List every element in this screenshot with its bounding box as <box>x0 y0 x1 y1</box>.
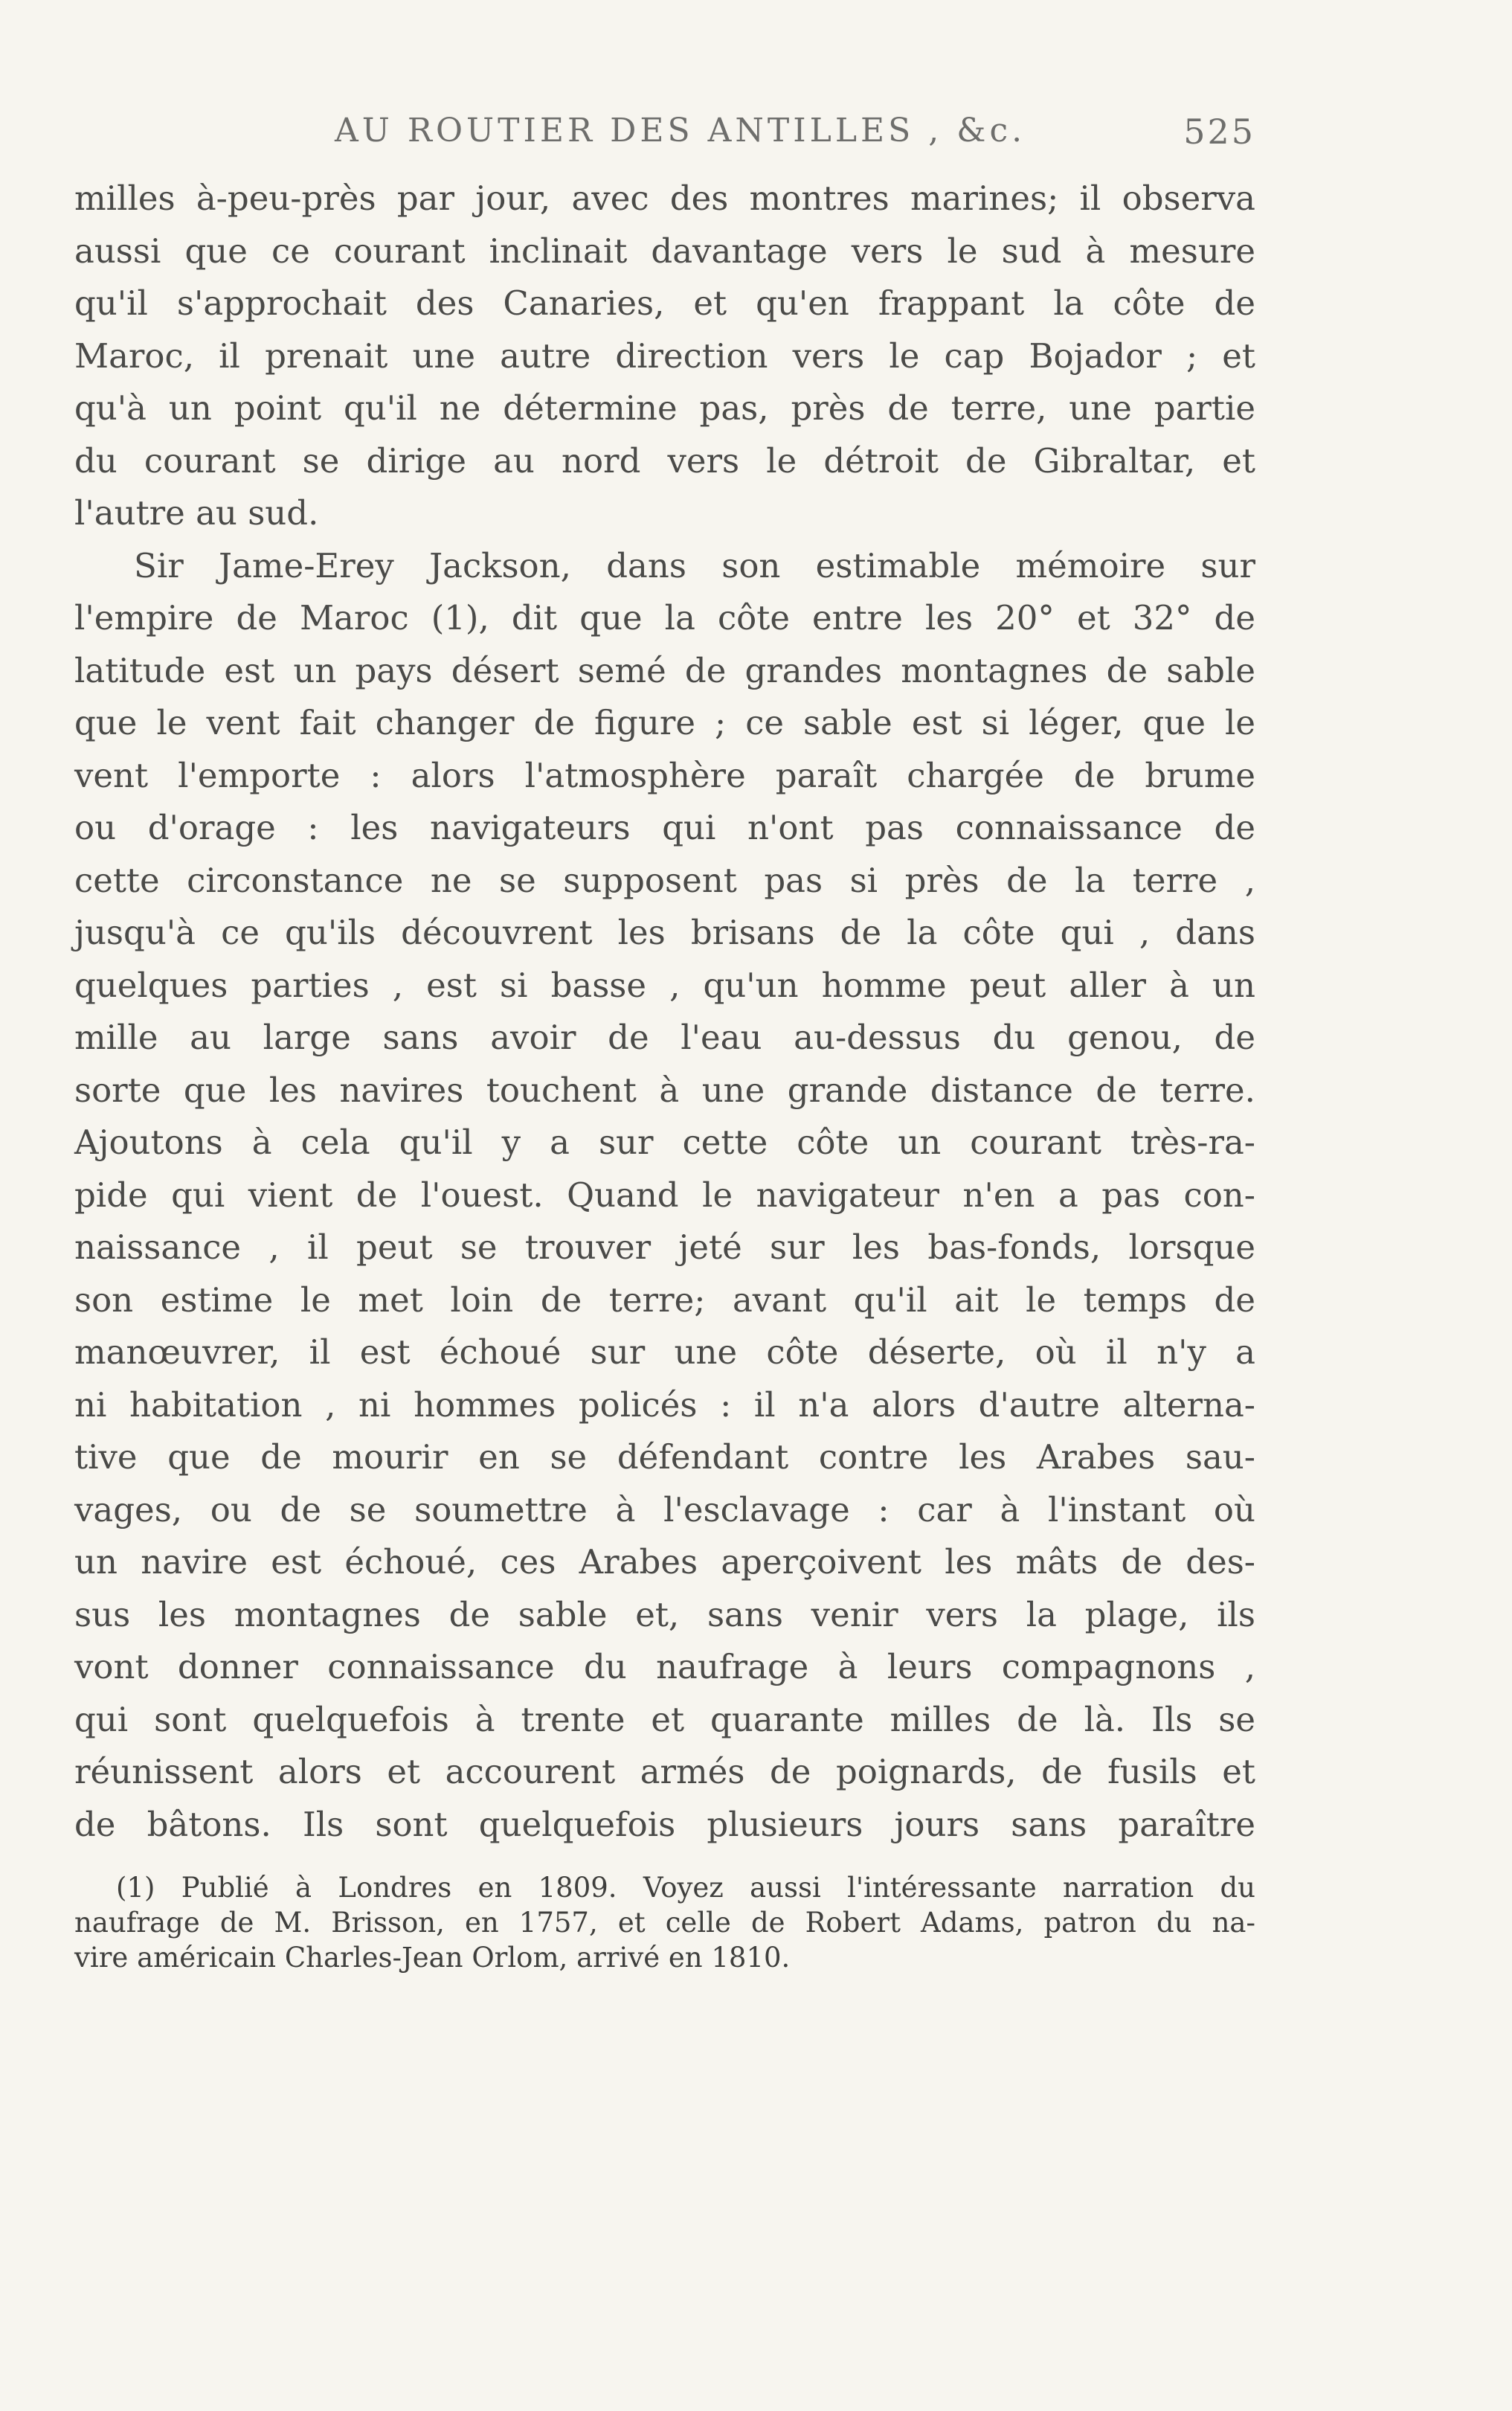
running-title: AU ROUTIER DES ANTILLES , &c. <box>335 112 1026 150</box>
text-line: un navire est échoué, ces Arabes aperçoivent les mâts de des- <box>74 1542 1255 1582</box>
footnote-line: naufrage de M. Brisson, en 1757, et celle de Robert Adams, patron du na- <box>74 1907 1255 1939</box>
text-line: vont donner connaissance du naufrage à leurs compagnons , <box>74 1647 1255 1686</box>
text-line: pide qui vient de l'ouest. Quand le navigateur n'en a pas con- <box>74 1175 1255 1215</box>
text-line: qu'à un point qu'il ne détermine pas, près de terre, une partie <box>74 388 1255 428</box>
text-line: du courant se dirige au nord vers le détroit de Gibraltar, et <box>74 440 1255 481</box>
text-line: de bâtons. Ils sont quelquefois plusieurs jours sans paraître <box>74 1804 1255 1844</box>
text-line: l'autre au sud. <box>74 493 319 533</box>
text-line: quelques parties , est si basse , qu'un homme peut aller à un <box>74 965 1255 1005</box>
footnote-line: (1) Publié à Londres en 1809. Voyez aussi l'intéressante narration du <box>116 1872 1255 1904</box>
text-line: sorte que les navires touchent à une grande distance de terre. <box>74 1070 1255 1110</box>
text-line: manœuvrer, il est échoué sur une côte déserte, où il n'y a <box>74 1332 1255 1372</box>
text-line: ni habitation , ni hommes policés : il n'a alors d'autre alterna- <box>74 1384 1255 1425</box>
text-line: Maroc, il prenait une autre direction vers le cap Bojador ; et <box>74 336 1255 376</box>
text-line: ou d'orage : les navigateurs qui n'ont pas connaissance de <box>74 808 1255 847</box>
page-number: 525 <box>1183 112 1255 152</box>
text-line: que le vent fait changer de figure ; ce sable est si léger, que le <box>74 703 1255 742</box>
text-line: qui sont quelquefois à trente et quarante milles de là. Ils se <box>74 1699 1255 1739</box>
text-line: l'empire de Maroc (1), dit que la côte entre les 20° et 32° de <box>74 598 1255 638</box>
text-line: aussi que ce courant inclinait davantage vers le sud à mesure <box>74 231 1255 271</box>
text-line: son estime le met loin de terre; avant qu'il ait le temps de <box>74 1280 1255 1320</box>
page-header <box>74 112 1255 164</box>
text-line: jusqu'à ce qu'ils découvrent les brisans de la côte qui , dans <box>74 913 1255 952</box>
text-line: cette circonstance ne se supposent pas si près de la terre , <box>74 860 1255 900</box>
text-line: vages, ou de se soumettre à l'esclavage : car à l'instant où <box>74 1489 1255 1529</box>
text-line: Sir Jame-Erey Jackson, dans son estimable mémoire sur <box>134 545 1255 585</box>
text-line: vent l'emporte : alors l'atmosphère paraît chargée de brume <box>74 755 1255 795</box>
footnote-line: vire américain Charles-Jean Orlom, arrivé en 1810. <box>74 1942 791 1974</box>
text-line: tive que de mourir en se défendant contre les Arabes sau- <box>74 1437 1255 1477</box>
text-line: mille au large sans avoir de l'eau au-dessus du genou, de <box>74 1018 1255 1057</box>
text-line: naissance , il peut se trouver jeté sur les bas-fonds, lorsque <box>74 1227 1255 1267</box>
text-line: latitude est un pays désert semé de grandes montagnes de sable <box>74 650 1255 690</box>
body-text <box>74 173 1255 1851</box>
text-line: sus les montagnes de sable et, sans venir vers la plage, ils <box>74 1594 1255 1634</box>
footnote <box>74 1870 1255 1975</box>
text-line: qu'il s'approchait des Canaries, et qu'en frappant la côte de <box>74 283 1255 323</box>
text-line: milles à-peu-près par jour, avec des montres marines; il observa <box>74 179 1255 218</box>
text-line: réunissent alors et accourent armés de poignards, de fusils et <box>74 1752 1255 1791</box>
text-line: Ajoutons à cela qu'il y a sur cette côte un courant très-ra- <box>74 1123 1255 1162</box>
